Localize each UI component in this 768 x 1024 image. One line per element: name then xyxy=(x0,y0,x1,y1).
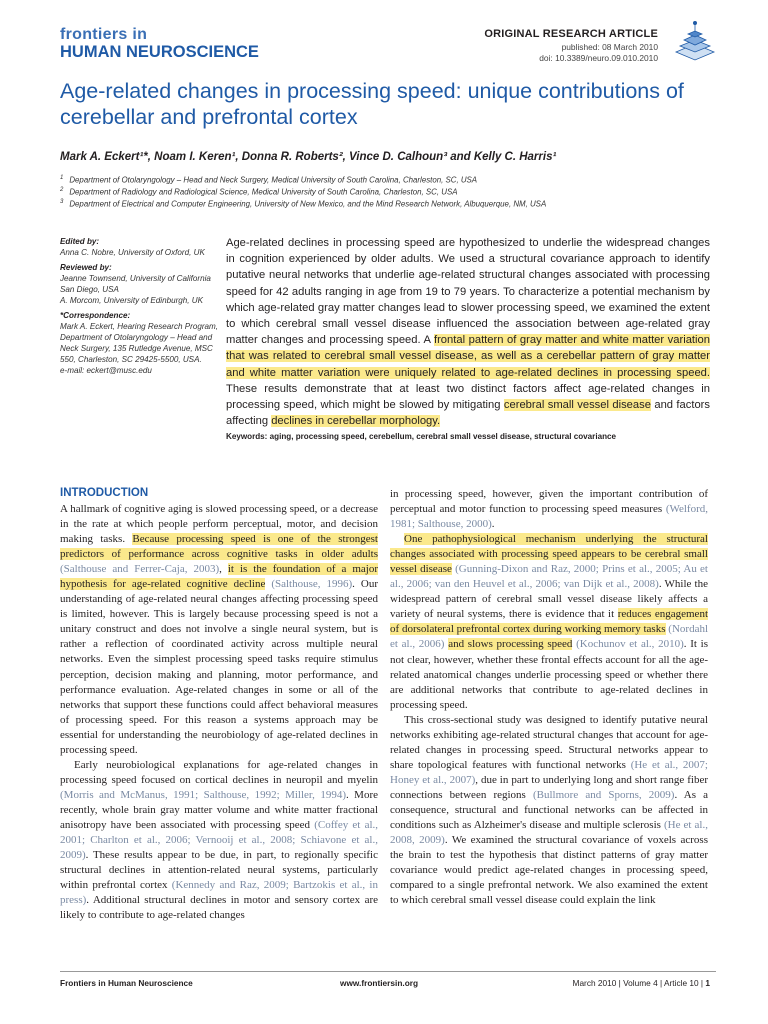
paragraph: Early neurobiological explanations for age-related changes in processing speed focused on cortical declines in neuropil and myelin (Morris and McManus, 1991; Salthouse, 1992; Miller, 1994). More recently, whole brain gray matter volume and white matter fractional anisotropy have been associated with processing speed (Coffey et al., 2001; Charlton et al., 2006; Vernooij et al., 2008; Schiavone et al., 2009). These results appear to be due, in part, to regionally specific structural declines in attention-related neural systems, particularly within prefrontal cortex (Kennedy and Raz, 2009; Bartzokis et al., in press). Additional structural declines in motor and sensory cortex are likely to contribute to age-related changes xyxy=(60,758,379,922)
citation[interactable]: (He et al., 2008, 2009) xyxy=(390,819,708,847)
highlight: cerebral small vessel disease xyxy=(503,399,651,412)
paragraph: in processing speed, however, given the important contribution of perceptual and motor function to processing speed measures (Welford, 1981; Salthouse, 2000). xyxy=(390,488,708,531)
abstract: Age-related declines in processing speed are hypothesized to underlie the widespread changes in cognition experienced by older adults. We used a structural covariance approach to identify putative neural networks that underlie age-related structural changes associated with processing speed for 42 adults ranging in age from 19 to 79 years. To characterize a potential mechanism by which age-related gray matter changes lead to slower processing speed, we examined the extent to which cerebral small vessel disease influenced the association between age-related gray matter changes and processing speed. A frontal pattern of gray matter and white matter variation that was related to cerebral small vessel disease, as well as a cerebellar pattern of gray matter and white matter variation were uniquely related to age-related declines in processing speed. These results demonstrate that at least two distinct factors affect age-related changes in processing speed, which might be slowed by mitigating cerebral small vessel disease and factors affecting declines in cerebellar morphology. xyxy=(226,237,710,428)
footer-journal: Frontiers in Human Neuroscience xyxy=(60,978,193,988)
page-number: 1 xyxy=(705,978,710,988)
citation[interactable]: (Kennedy and Raz, 2009; Bartzokis et al., in press) xyxy=(60,879,378,907)
citation[interactable]: (Coffey et al., 2001; Charlton et al., 2006; Vernooij et al., 2008; Schiavone et al., 2009) xyxy=(60,818,379,862)
reviewer-2: A. Morcom, University of Edinburgh, UK xyxy=(60,296,204,305)
highlight: reduces engagement of dorsolateral prefrontal cortex during working memory tasks xyxy=(390,608,708,636)
journal-name-line2: HUMAN NEUROSCIENCE xyxy=(60,43,259,61)
citation[interactable]: (Salthouse and Ferrer-Caja, 2003) xyxy=(60,563,220,576)
body-column-right xyxy=(390,487,708,908)
publication-info xyxy=(539,42,658,64)
citation[interactable]: (Welford, 1981; Salthouse, 2000) xyxy=(390,503,708,531)
editorial-sidebar xyxy=(60,236,220,376)
affiliation-1: $^1$ Department of Otolaryngology – Head and Neck Surgery, Medical University of South Carolina, Charleston, SC, USA xyxy=(60,175,478,185)
paragraph: A hallmark of cognitive aging is slowed processing speed, or a decrease in the rate at which people perform perceptual, motor, and decision making tasks. Because processing speed is one of the strongest predictors of performance across cognitive tasks in older adults (Salthouse and Ferrer-Caja, 2003), it is the foundation of a major hypothesis for age-related cognitive decline (Salthouse, 1996). Our understanding of age-related neural changes affecting processing speed is limited, however. This is largely because processing speed is not a unitary construct and does not involve a single neural system, but is rather a reflection of coordinated activity across multiple neural networks. Even the simplest processing speed tasks require stimulus perception, decision making and planning, motor performance, and performance evaluation. Age-related changes in some or all of the networks that support these functions could affect behavioral measures of processing speed. For this reason a systems approach may be essential for understanding the neurobiology of age-related declines in processing speed. xyxy=(60,503,379,756)
body-column-left xyxy=(60,487,378,923)
highlight: frontal pattern of gray matter and white matter variation that was related to cerebral small vessel disease, as well as a cerebellar pattern of gray matter and white matter variation were uniquely related to age-related declines in processing speed. xyxy=(226,334,710,379)
correspondence-label: *Correspondence: xyxy=(60,311,131,320)
reviewed-by-label: Reviewed by: xyxy=(60,263,112,272)
citation[interactable]: (Kochunov et al., 2010) xyxy=(576,638,684,651)
citation[interactable]: (Nordahl et al., 2006) xyxy=(390,623,709,651)
correspondence-address: Mark A. Eckert, Hearing Research Program, Department of Otolaryngology – Head and Neck Surgery, 135 Rutledge Avenue, MSC 550, Charleston, SC 29425-5500, USA. xyxy=(60,322,219,364)
highlight: One pathophysiological mechanism underlying the structural changes associated with processing speed appears to be cerebral small vessel disease xyxy=(390,533,708,576)
highlight: Because processing speed is one of the strongest predictors of performance across cognitive tasks in older adults xyxy=(60,533,378,561)
footer-divider xyxy=(60,971,716,972)
highlight: declines in cerebellar morphology. xyxy=(271,415,441,428)
highlight: it is the foundation of a major hypothesis for age-related cognitive decline xyxy=(60,563,378,591)
affiliation-3: $^3$ Department of Electrical and Computer Engineering, University of New Mexico, and the Mind Research Network, Albuquerque, NM, USA xyxy=(60,199,547,209)
published-date: published: 08 March 2010 xyxy=(561,42,658,52)
paragraph: One pathophysiological mechanism underlying the structural changes associated with processing speed appears to be cerebral small vessel disease (Gunning-Dixon and Raz, 2000; Prins et al., 2005; Au et al., 2006; van den Heuvel et al., 2006; van Dijk et al., 2008). While the widespread pattern of cerebral small vessel disease likely affects a variety of neural systems, there is evidence that it reduces engagement of dorsolateral prefrontal cortex during working memory tasks (Nordahl et al., 2006) and slows processing speed (Kochunov et al., 2010). It is not clear, however, whether these frontal effects account for all the age-related anatomical changes underlie processing speed or whether there are additional networks that contribute to age-related declines in processing speed. xyxy=(390,533,709,711)
doi: doi: 10.3389/neuro.09.010.2010 xyxy=(539,53,658,63)
reviewer-1: Jeanne Townsend, University of California San Diego, USA xyxy=(60,274,211,294)
author-list: Mark A. Eckert¹*, Noam I. Keren¹, Donna R. Roberts², Vince D. Calhoun³ and Kelly C. Harris¹ xyxy=(60,151,557,163)
paragraph: This cross-sectional study was designed to identify putative neural networks exhibiting age-related structural changes that account for age-related changes in processing speed. Structural networks appear to share topological features with functional networks (He et al., 2007; Honey et al., 2007), due in part to underlying long and short range fiber connections between regions (Bullmore and Sporns, 2009). As a consequence, structural and functional networks can be affected in conditions such as Alzheimer's disease and multiple sclerosis (He et al., 2008, 2009). We examined the structural covariance of voxels across the brain to test the hypothesis that distinct patterns of gray matter covariance would predict age-related changes in processing speed, compared to a single prefrontal network. We also examined the extent to which cerebral small vessel disease could explain the link xyxy=(390,713,708,907)
journal-logo-icon xyxy=(672,20,718,64)
correspondence-email[interactable]: e-mail: eckert@musc.edu xyxy=(60,366,152,375)
keywords: Keywords: aging, processing speed, cerebellum, cerebral small vessel disease, structural covariance xyxy=(226,432,617,441)
citation[interactable]: (Bullmore and Sporns, 2009) xyxy=(532,788,675,801)
editor: Anna C. Nobre, University of Oxford, UK xyxy=(60,248,205,257)
journal-name-line1: frontiers in xyxy=(60,26,148,43)
footer-website[interactable]: www.frontiersin.org xyxy=(340,978,419,988)
citation[interactable]: (Salthouse, 1996) xyxy=(271,578,353,591)
section-heading-introduction: INTRODUCTION xyxy=(60,487,149,499)
citation[interactable]: (Morris and McManus, 1991; Salthouse, 1992; Miller, 1994) xyxy=(60,788,346,801)
highlight: and slows processing speed xyxy=(448,638,573,651)
article-type: ORIGINAL RESEARCH ARTICLE xyxy=(484,28,658,40)
citation[interactable]: (He et al., 2007; Honey et al., 2007) xyxy=(390,758,708,786)
article-title: Age-related changes in processing speed: unique contributions of cerebellar and prefrontal cortex xyxy=(60,79,684,129)
edited-by-label: Edited by: xyxy=(60,237,100,246)
citation[interactable]: (Gunning-Dixon and Raz, 2000; Prins et al., 2005; Au et al., 2006; van den Heuvel et al., 2006; van Dijk et al., 2008) xyxy=(390,563,708,591)
footer-issue-info: March 2010 | Volume 4 | Article 10 | 1 xyxy=(572,978,710,988)
affiliation-2: $^2$ Department of Radiology and Radiological Science, Medical University of South Carolina, Charleston, SC, USA xyxy=(60,187,458,197)
